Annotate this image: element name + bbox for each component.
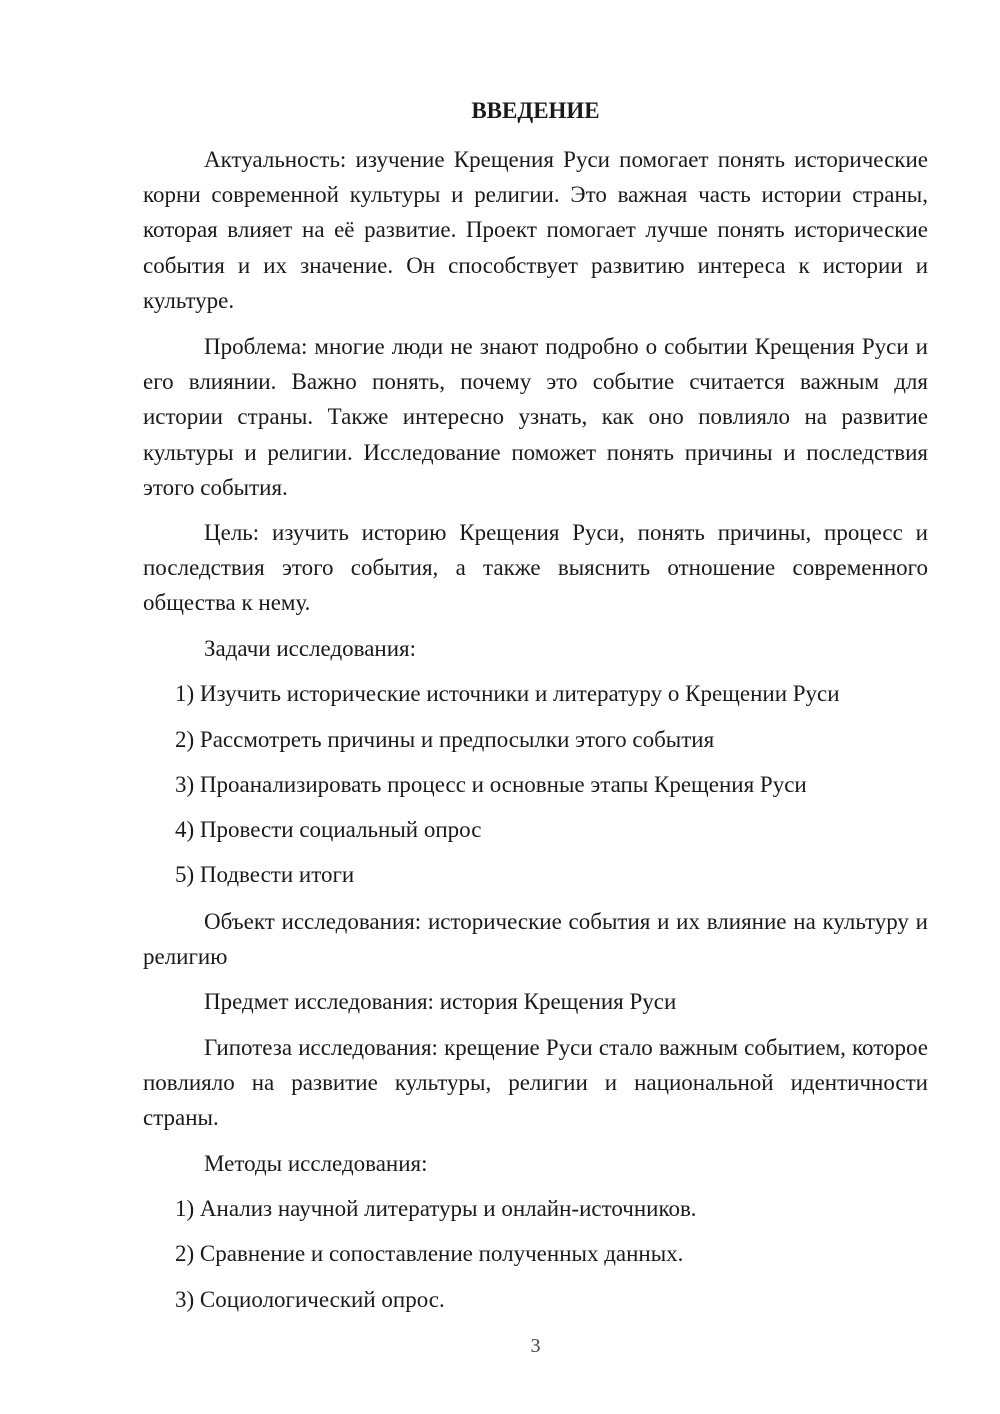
task-item: 3) Проанализировать процесс и основные этапы Крещения Руси: [175, 772, 807, 797]
methods-heading: Методы исследования:: [204, 1151, 428, 1176]
task-item: 4) Провести социальный опрос: [175, 817, 482, 842]
problem-paragraph: Проблема: многие люди не знают подробно о событии Крещения Руси и его влиянии. Важно понять, почему это событие считается важным для истории страны. Также интересно узнать, как оно повлияло на развитие культуры и религии. Исследование поможет понять причины и последствия этого события.: [143, 334, 928, 500]
method-item: 1) Анализ научной литературы и онлайн-источников.: [175, 1196, 697, 1221]
method-item: 2) Сравнение и сопоставление полученных данных.: [175, 1241, 684, 1266]
subject-line: Предмет исследования: история Крещения Руси: [204, 989, 677, 1014]
task-item: 1) Изучить исторические источники и литературу о Крещении Руси: [175, 681, 840, 706]
page-title: ВВЕДЕНИЕ: [471, 98, 600, 123]
actuality-paragraph: Актуальность: изучение Крещения Руси помогает понять исторические корни современной культуры и религии. Это важная часть истории страны, которая влияет на её развитие. Проект помогает лучше понять исторические события и их значение. Он способствует развитию интереса к истории и культуре.: [143, 147, 928, 313]
goal-paragraph: Цель: изучить историю Крещения Руси, понять причины, процесс и последствия этого события, а также выяснить отношение современного общества к нему.: [143, 520, 928, 616]
task-item: 2) Рассмотреть причины и предпосылки этого события: [175, 727, 715, 752]
task-item: 5) Подвести итоги: [175, 862, 355, 887]
page-number: 3: [530, 1335, 541, 1357]
hypothesis-paragraph: Гипотеза исследования: крещение Руси стало важным событием, которое повлияло на развитие культуры, религии и национальной идентичности страны.: [143, 1035, 928, 1131]
method-item: 3) Социологический опрос.: [175, 1287, 445, 1312]
object-paragraph: Объект исследования: исторические события и их влияние на культуру и религию: [143, 909, 928, 970]
tasks-heading: Задачи исследования:: [204, 636, 417, 661]
